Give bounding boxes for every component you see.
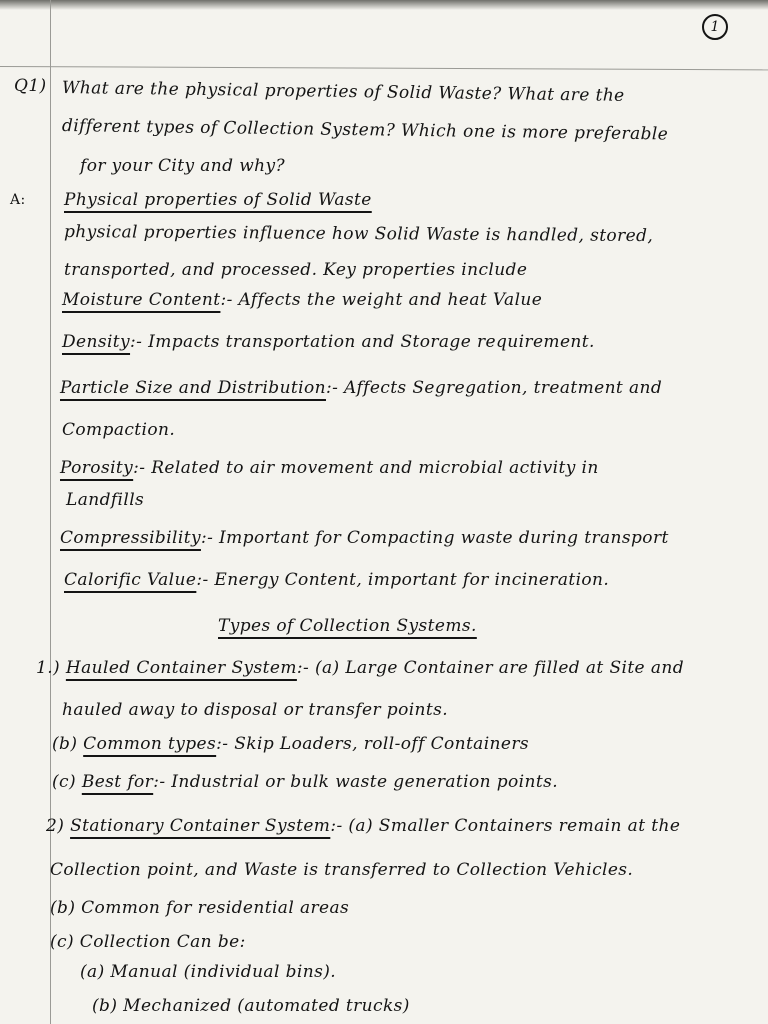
list-number: 1.) — [36, 658, 61, 678]
section-title-physical-properties: Physical properties of Solid Waste — [64, 190, 372, 210]
property-term: Particle Size and Distribution — [60, 378, 326, 398]
hauled-heading — [36, 658, 684, 678]
point-text: :- Industrial or bulk waste generation points. — [153, 772, 559, 792]
property-compressibility — [60, 528, 669, 548]
stationary-title: Stationary Container System — [70, 816, 331, 836]
stationary-point-c-a: (a) Manual (individual bins). — [80, 962, 337, 982]
stationary-point-a-cont: Collection point, and Waste is transferred to Collection Vehicles. — [50, 860, 634, 880]
point-term: Best for — [81, 772, 154, 792]
property-term: Calorific Value — [64, 570, 197, 590]
property-calorific-value — [64, 570, 609, 590]
stationary-point-a: :- (a) Smaller Containers remain at the — [330, 816, 681, 836]
property-particle-size-cont: Compaction. — [62, 420, 176, 440]
list-number: 2) — [46, 816, 65, 836]
property-term: Moisture Content — [62, 290, 221, 310]
page-number: 1 — [702, 14, 728, 40]
property-term: Density — [62, 332, 131, 352]
property-porosity-cont: Landfills — [66, 490, 145, 510]
answer-label: A: — [10, 192, 26, 208]
property-desc: :- Affects the weight and heat Value — [220, 290, 543, 310]
question-label: Q1) — [14, 76, 47, 96]
hauled-point-c — [52, 772, 558, 792]
property-term: Porosity — [60, 458, 134, 478]
property-desc: :- Impacts transportation and Storage requirement. — [130, 332, 595, 352]
property-desc: :- Energy Content, important for incineration. — [196, 570, 610, 590]
question-line-2: different types of Collection System? Which one is more preferable — [61, 116, 669, 145]
intro-line-2: transported, and processed. Key properties include — [64, 260, 528, 280]
question-line-3: for your City and why? — [80, 156, 286, 176]
intro-line-1: physical properties influence how Solid Waste is handled, stored, — [63, 222, 654, 247]
property-desc: :- Related to air movement and microbial activity in — [133, 458, 599, 478]
stationary-point-c: (c) Collection Can be: — [50, 932, 246, 952]
property-term: Compressibility — [60, 528, 201, 548]
header-rule — [0, 66, 768, 70]
hauled-point-a: :- (a) Large Container are filled at Site and — [296, 658, 684, 678]
property-desc: :- Affects Segregation, treatment and — [325, 378, 663, 398]
section-title-collection-systems: Types of Collection Systems. — [218, 616, 477, 636]
hauled-point-b — [52, 734, 529, 754]
hauled-point-a-cont: hauled away to disposal or transfer points. — [62, 700, 449, 720]
page-top-shadow — [0, 0, 768, 10]
property-density — [62, 332, 595, 352]
question-line-1: What are the physical properties of Solid Waste? What are the — [61, 78, 625, 106]
point-label: (c) — [52, 772, 76, 792]
property-desc: :- Important for Compacting waste during transport — [200, 528, 669, 548]
point-term: Common types — [83, 734, 217, 754]
stationary-point-b: (b) Common for residential areas — [50, 898, 350, 918]
point-text: :- Skip Loaders, roll-off Containers — [216, 734, 530, 754]
hauled-title: Hauled Container System — [65, 658, 297, 678]
stationary-point-c-b: (b) Mechanized (automated trucks) — [92, 996, 410, 1016]
property-moisture — [62, 290, 542, 310]
property-porosity — [60, 458, 599, 478]
property-particle-size — [60, 378, 662, 398]
stationary-heading — [46, 816, 680, 836]
point-label: (b) — [52, 734, 78, 754]
